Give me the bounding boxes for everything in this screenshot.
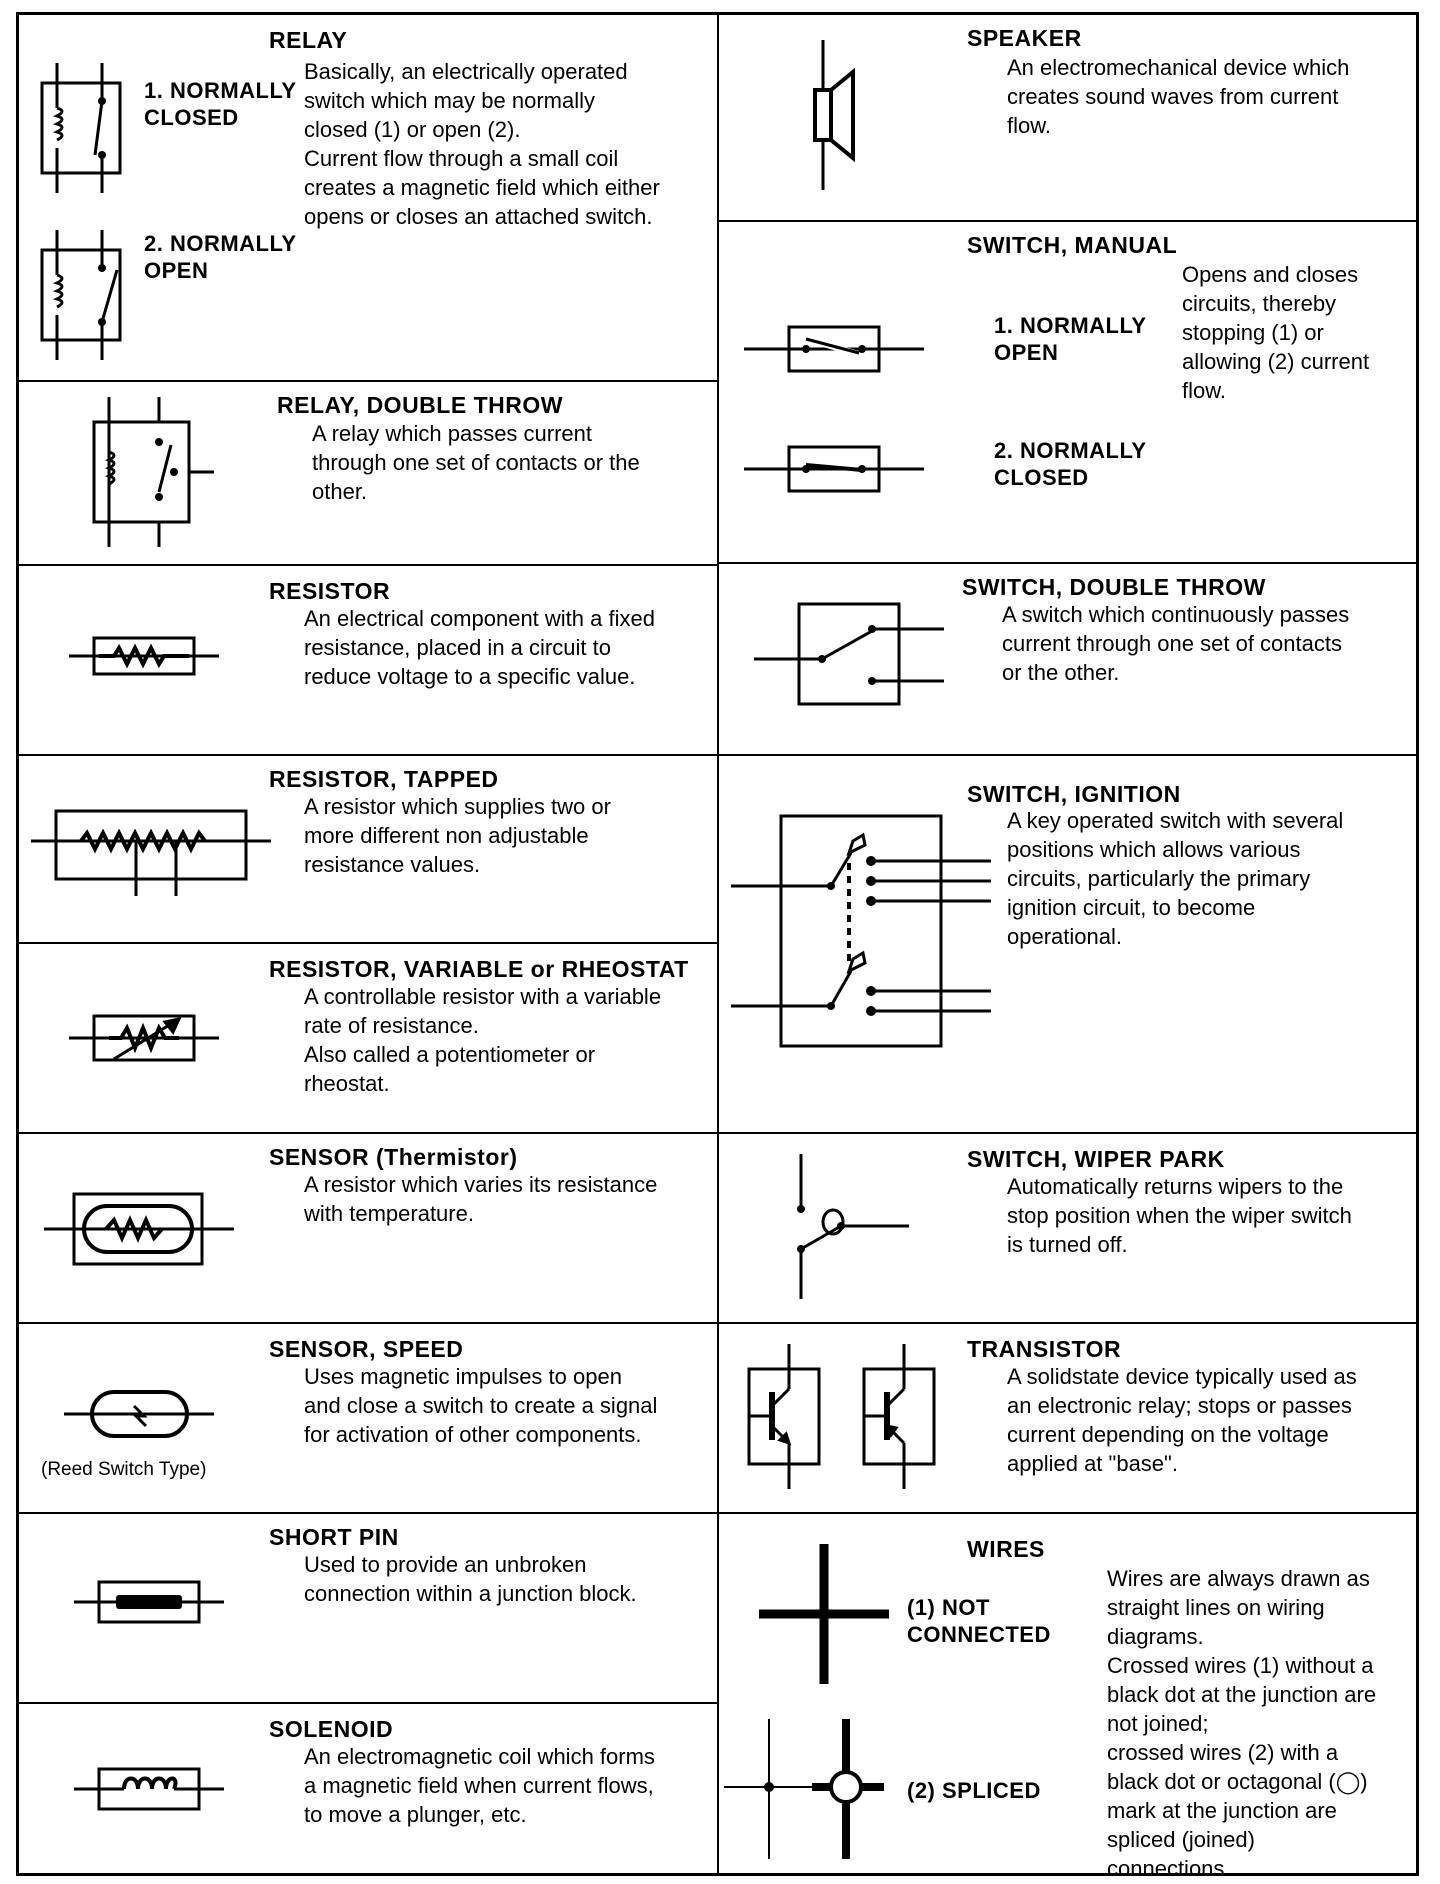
short-pin-description: Used to provide an unbroken connection within a junction block. bbox=[304, 1552, 637, 1606]
rheostat-icon bbox=[69, 1004, 219, 1074]
resistor-tapped-title: RESISTOR, TAPPED bbox=[269, 766, 499, 792]
wires-title: WIRES bbox=[967, 1536, 1045, 1562]
solenoid-icon bbox=[74, 1759, 224, 1819]
sensor-speed-description: Uses magnetic impulses to open and close a switch to create a signal for activation of other components. bbox=[304, 1364, 658, 1447]
relay-normally-open-icon bbox=[27, 230, 137, 360]
switch-ignition-title: SWITCH, IGNITION bbox=[967, 781, 1181, 807]
resistor-variable-description: A controllable resistor with a variable rate of resistance. Also called a potentiometer or rheostat. bbox=[304, 984, 662, 1096]
cell-speaker bbox=[719, 15, 1416, 220]
wires-spliced-label: (2) SPLICED bbox=[907, 1778, 1041, 1803]
relay-double-throw-icon bbox=[79, 397, 219, 547]
cell-switch-manual bbox=[719, 220, 1416, 562]
switch-wiper-park-description: Automatically returns wipers to the stop position when the wiper switch is turned off. bbox=[1007, 1174, 1352, 1257]
switch-double-throw-description: A switch which continuously passes current through one set of contacts or the other. bbox=[1002, 602, 1350, 685]
resistor-tapped-description: A resistor which supplies two or more different non adjustable resistance values. bbox=[304, 794, 611, 877]
relay-title: RELAY bbox=[269, 27, 348, 53]
speaker-title: SPEAKER bbox=[967, 25, 1082, 51]
relay-normally-closed-icon bbox=[27, 63, 137, 193]
sensor-thermistor-description: A resistor which varies its resistance with temperature. bbox=[304, 1172, 658, 1226]
ignition-switch-icon bbox=[731, 811, 991, 1051]
cell-switch-ignition bbox=[719, 754, 1416, 1132]
transistor-icon bbox=[744, 1344, 944, 1489]
short-pin-icon bbox=[74, 1572, 224, 1632]
reed-switch-icon bbox=[64, 1384, 214, 1444]
cell-switch-double-throw bbox=[719, 562, 1416, 754]
symbol-chart-frame bbox=[16, 12, 1419, 1881]
cell-sensor-speed bbox=[19, 1322, 717, 1512]
speaker-description: An electromechanical device which creates sound waves from current flow. bbox=[1007, 55, 1350, 138]
switch-manual-no-label: 1. NORMALLY OPEN bbox=[994, 313, 1147, 365]
sensor-speed-title: SENSOR, SPEED bbox=[269, 1336, 464, 1362]
solenoid-description: An electromagnetic coil which forms a magnetic field when current flows, to move a plunger, etc. bbox=[304, 1744, 655, 1827]
resistor-title: RESISTOR bbox=[269, 578, 391, 604]
switch-manual-title: SWITCH, MANUAL bbox=[967, 232, 1178, 258]
thermistor-icon bbox=[44, 1184, 234, 1274]
wires-not-connected-label: (1) NOT CONNECTED bbox=[907, 1595, 1051, 1647]
cell-resistor-tapped bbox=[19, 754, 717, 942]
switch-ignition-description: A key operated switch with several positions which allows various circuits, particularly the primary ignition circuit, to become operational. bbox=[1007, 808, 1344, 949]
short-pin-title: SHORT PIN bbox=[269, 1524, 399, 1550]
switch-double-throw-icon bbox=[754, 599, 944, 709]
cell-solenoid bbox=[19, 1702, 717, 1876]
speaker-icon bbox=[809, 40, 879, 190]
relay-description: Basically, an electrically operated switch which may be normally closed (1) or open (2). Current flow through a small coil creates a magnetic field which either opens or closes an attached switch. bbox=[304, 59, 660, 229]
switch-manual-nc-label: 2. NORMALLY CLOSED bbox=[994, 438, 1147, 490]
cell-sensor-thermistor bbox=[19, 1132, 717, 1322]
cell-short-pin bbox=[19, 1512, 717, 1702]
switch-wiper-park-title: SWITCH, WIPER PARK bbox=[967, 1146, 1225, 1172]
relay-no-label: 2. NORMALLY OPEN bbox=[144, 231, 297, 283]
switch-normally-open-icon bbox=[744, 317, 924, 377]
switch-normally-closed-icon bbox=[744, 437, 924, 497]
wires-not-connected-icon bbox=[759, 1544, 889, 1684]
sensor-thermistor-title: SENSOR (Thermistor) bbox=[269, 1144, 518, 1170]
relay-double-throw-description: A relay which passes current through one set of contacts or the other. bbox=[312, 421, 640, 504]
relay-nc-label: 1. NORMALLY CLOSED bbox=[144, 78, 297, 130]
resistor-description: An electrical component with a fixed resistance, placed in a circuit to reduce voltage to a specific value. bbox=[304, 606, 655, 689]
transistor-title: TRANSISTOR bbox=[967, 1336, 1122, 1362]
wires-description: Wires are always drawn as straight lines on wiring diagrams. Crossed wires (1) without a black dot at the junction are not joined; crossed wires (2) with a black dot or octagonal (◯) mark at the junction are spliced (joined) connections. bbox=[1107, 1566, 1377, 1881]
resistor-variable-title: RESISTOR, VARIABLE or RHEOSTAT bbox=[269, 956, 689, 982]
wiper-park-switch-icon bbox=[789, 1154, 909, 1299]
resistor-tapped-icon bbox=[31, 801, 271, 896]
cell-transistor bbox=[719, 1322, 1416, 1512]
cell-resistor bbox=[19, 564, 717, 754]
cell-switch-wiper-park bbox=[719, 1132, 1416, 1322]
relay-double-throw-title: RELAY, DOUBLE THROW bbox=[277, 392, 563, 418]
cell-wires bbox=[719, 1512, 1416, 1881]
cell-relay bbox=[19, 15, 717, 380]
cell-resistor-variable bbox=[19, 942, 717, 1132]
switch-double-throw-title: SWITCH, DOUBLE THROW bbox=[962, 574, 1266, 600]
wires-spliced-icon bbox=[724, 1719, 904, 1859]
cell-relay-double-throw bbox=[19, 380, 717, 564]
solenoid-title: SOLENOID bbox=[269, 1716, 394, 1742]
reed-switch-caption: (Reed Switch Type) bbox=[41, 1459, 207, 1480]
resistor-icon bbox=[69, 626, 219, 686]
switch-manual-description: Opens and closes circuits, thereby stopping (1) or allowing (2) current flow. bbox=[1182, 262, 1370, 403]
transistor-description: A solidstate device typically used as an electronic relay; stops or passes current depending on the voltage applied at "base". bbox=[1007, 1364, 1357, 1476]
